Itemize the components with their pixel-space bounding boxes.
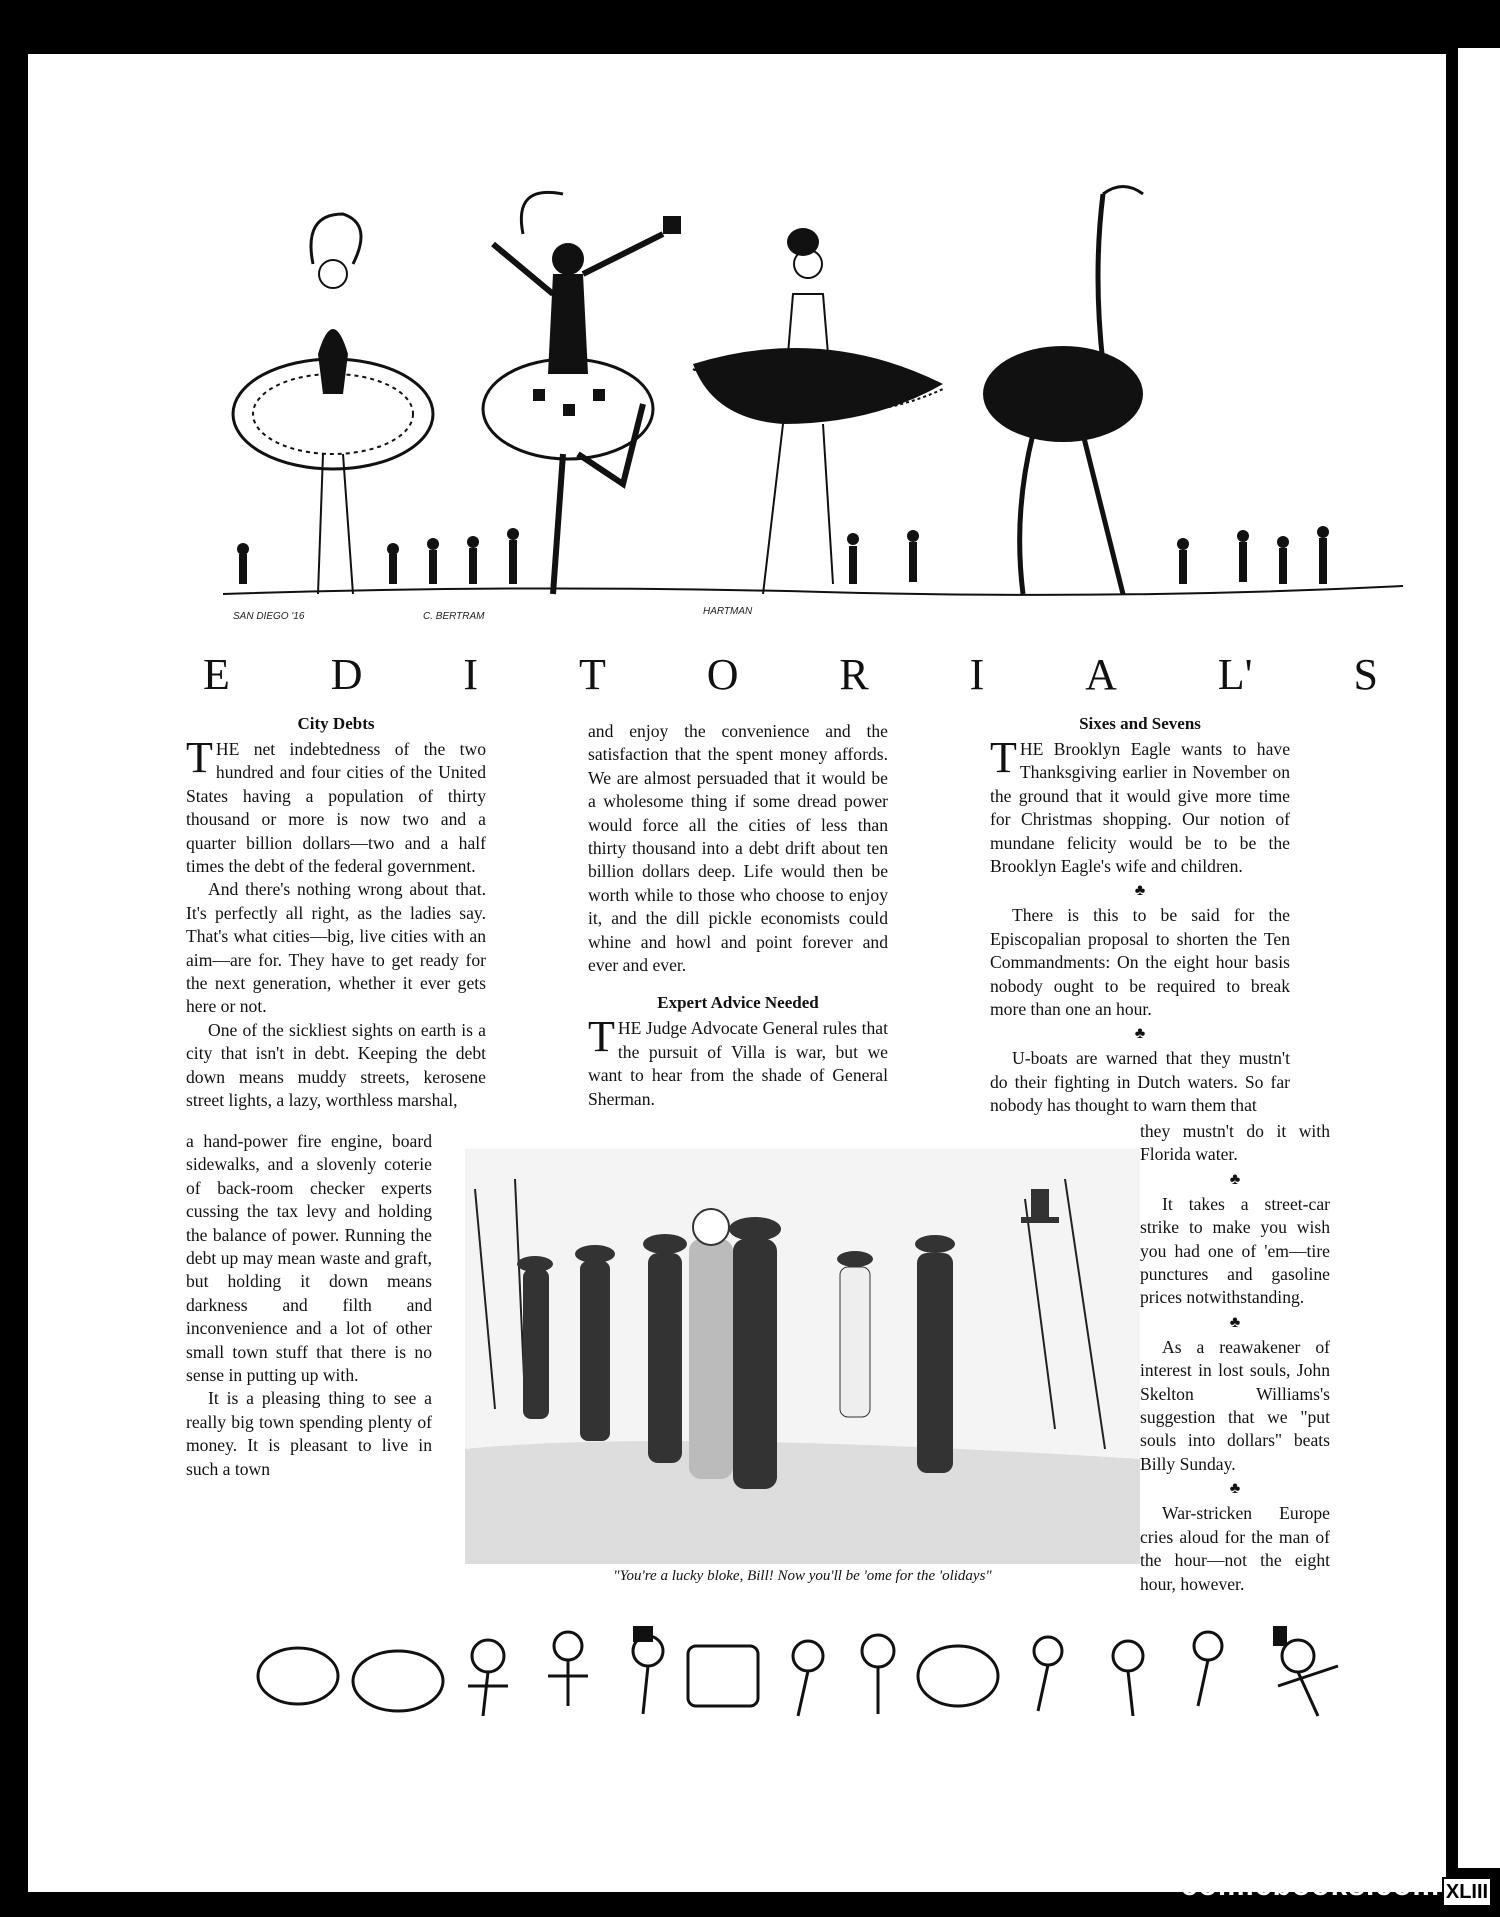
article-paragraph: and enjoy the convenience and the satisfaction that the spent money affords. We are almost persuaded that it would be a wholesome thing if some dread power would force all the cities of less than thirty thousand into a debt drift about ten billion dollars deep. Life would then be worth while to those who choose to enjoy it, and the dill pickle economists could whine and howl and point forever and ever and ever. bbox=[588, 721, 888, 976]
header-illustration-dancers bbox=[223, 154, 1403, 634]
editorials-banner bbox=[203, 649, 1378, 700]
site-watermark: comicbooks.com bbox=[1180, 1869, 1440, 1902]
page-number: XLIII bbox=[1442, 1877, 1492, 1907]
article-paragraph: It is a pleasing thing to see a really big town spending plenty of money. It is pleasant to live in such a town bbox=[186, 1388, 432, 1479]
club-ornament-icon: ♣ bbox=[1134, 1025, 1146, 1043]
article-paragraph: THE net indebtedness of the two hundred and four cities of the United States having a population of thirty thousand or more is now two and a quarter billion dollars—two and a half times the debt of the federal government. bbox=[186, 733, 486, 877]
war-cartoon-illustration bbox=[465, 1149, 1140, 1564]
article-heading: Expert Advice Needed bbox=[657, 993, 819, 1013]
article-heading: City Debts bbox=[297, 714, 375, 733]
article-paragraph: As a reawakener of interest in lost souls, John Skelton Williams's suggestion that we "put souls into dollars" beats Billy Sunday. bbox=[1140, 1336, 1330, 1474]
cartoon-caption: "You're a lucky bloke, Bill! Now you'll be 'ome for the 'olidays" bbox=[613, 1568, 992, 1584]
ostrich-figure bbox=[983, 187, 1143, 595]
column-sixes-and-sevens-continued bbox=[1140, 1120, 1330, 1596]
article-heading: Sixes and Sevens bbox=[1079, 714, 1201, 733]
artist-signature: C. BERTRAM bbox=[423, 611, 485, 622]
magazine-page bbox=[28, 54, 1446, 1892]
column-sixes-and-sevens bbox=[990, 714, 1290, 1118]
footer-illustration-figures bbox=[238, 1606, 1378, 1726]
article-paragraph: U-boats are warned that they mustn't do their fighting in Dutch waters. So far nobody has thought to warn them that bbox=[990, 1048, 1290, 1116]
banner-letter: E bbox=[203, 650, 230, 699]
club-ornament-icon: ♣ bbox=[1134, 882, 1146, 900]
banner-letter: D bbox=[330, 650, 363, 699]
column-city-debts-continued bbox=[186, 1130, 432, 1481]
banner-letter: L' bbox=[1217, 650, 1253, 699]
dancer-figure bbox=[233, 214, 433, 594]
club-ornament-icon: ♣ bbox=[1229, 1170, 1241, 1188]
article-paragraph: And there's nothing wrong about that. It's perfectly all right, as the ladies say. That's what cities—big, live cities with an aim—are for. They have to get ready for the next generation, whether it ever gets here or not. bbox=[186, 879, 486, 1017]
drop-cap: T bbox=[990, 733, 1017, 782]
banner-letter: I bbox=[969, 650, 985, 699]
banner-letter: T bbox=[578, 650, 606, 699]
club-ornament-icon: ♣ bbox=[1229, 1313, 1241, 1331]
banner-letter: R bbox=[839, 650, 869, 699]
article-paragraph: There is this to be said for the Episcopalian proposal to shorten the Ten Commandments: On the eight hour basis nobody ought to be required to break more than one an hour. bbox=[990, 905, 1290, 1020]
banner-letter: O bbox=[706, 650, 739, 699]
drop-cap: T bbox=[588, 1012, 615, 1062]
banner-letter: S bbox=[1353, 650, 1378, 699]
banner-letter: A bbox=[1085, 650, 1117, 699]
background-dancers bbox=[237, 526, 1329, 584]
article-paragraph: a hand-power fire engine, board sidewalks, and a slovenly coterie of back-room checker experts cussing the tax levy and holding the balance of power. Running the debt up may mean waste and graft, but holding it down means darkness and filth and inconvenience and a lot of other small town stuff that there is no sense in putting up with. bbox=[186, 1131, 432, 1386]
drop-cap: T bbox=[186, 733, 213, 782]
article-paragraph: It takes a street-car strike to make you wish you had one of 'em—tire punctures and gasoline prices notwithstanding. bbox=[1140, 1193, 1330, 1308]
artist-signature: HARTMAN bbox=[703, 606, 753, 617]
banner-letter: I bbox=[463, 650, 479, 699]
article-paragraph: One of the sickliest sights on earth is a city that isn't in debt. Keeping the debt down means muddy streets, kerosene street lights, a lazy, worthless marshal, bbox=[186, 1019, 486, 1111]
article-paragraph: THE Judge Advocate General rules that the pursuit of Villa is war, but we want to hear from the shade of General Sherman. bbox=[588, 1012, 888, 1109]
adjacent-page-edge bbox=[1452, 48, 1500, 1868]
artist-signature: SAN DIEGO '16 bbox=[233, 611, 305, 622]
column-city-debts bbox=[186, 714, 486, 1113]
dancer-figure bbox=[693, 228, 943, 594]
club-ornament-icon: ♣ bbox=[1229, 1480, 1241, 1498]
article-paragraph: War-stricken Europe cries aloud for the man of the hour—not the eight hour, however. bbox=[1140, 1503, 1330, 1594]
article-paragraph: they mustn't do it with Florida water. bbox=[1140, 1121, 1330, 1165]
article-paragraph: THE Brooklyn Eagle wants to have Thanksgiving earlier in November on the ground that it would give more time for Christmas shopping. Our notion of mundane felicity would be to be the Brooklyn Eagle's wife and children. bbox=[990, 733, 1290, 877]
column-middle bbox=[588, 720, 888, 1111]
